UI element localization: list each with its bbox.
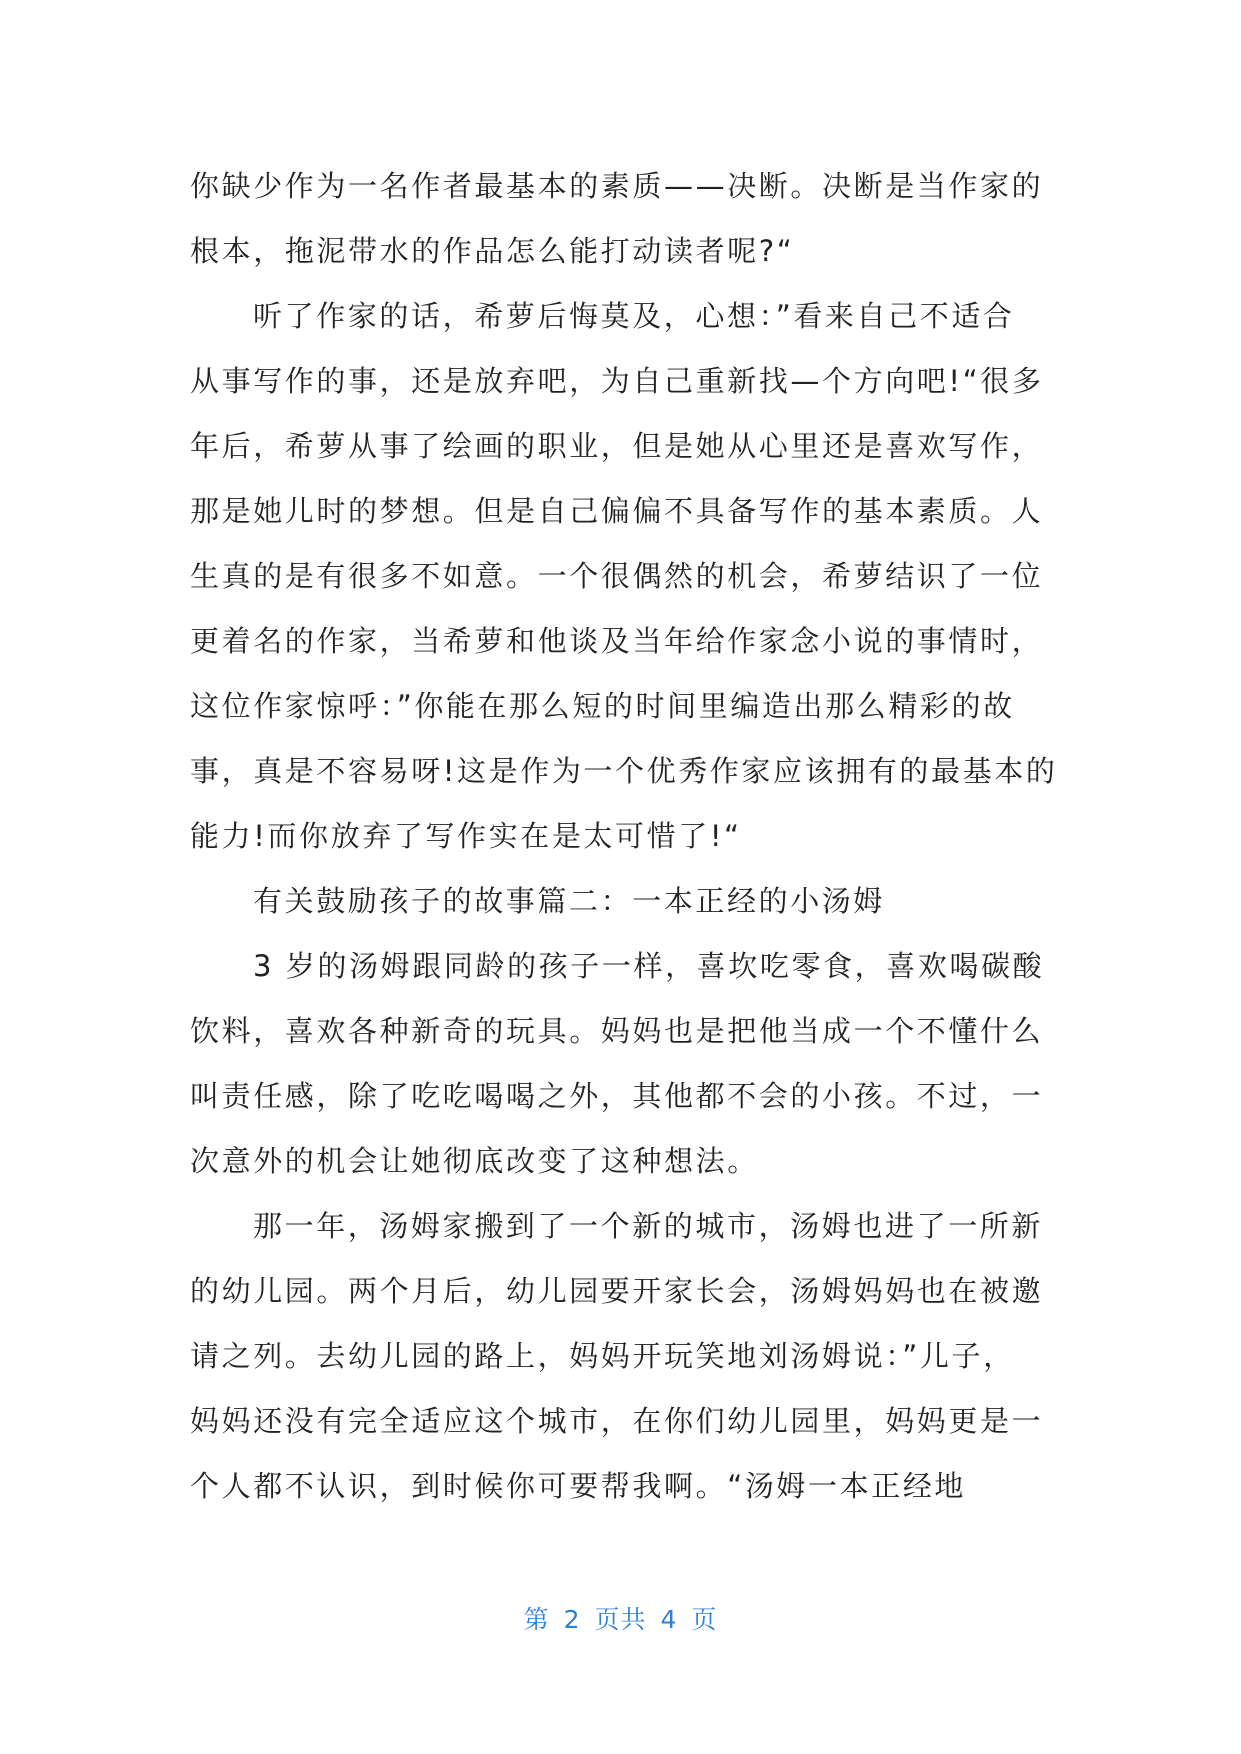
text-line: 从事写作的事，还是放弃吧，为自己重新找—个方向吧!“很多 (190, 364, 1044, 398)
page-footer (0, 1600, 1241, 1636)
text-line: 叫责任感，除了吃吃喝喝之外，其他都不会的小孩。不过，一 (190, 1079, 1044, 1113)
text-line: 次意外的机会让她彻底改变了这种想法。 (190, 1144, 759, 1178)
text-line: 更着名的作家，当希萝和他谈及当年给作家念小说的事情时， (190, 624, 1044, 658)
text-line: 饮料，喜欢各种新奇的玩具。妈妈也是把他当成一个不懂什么 (190, 1014, 1044, 1048)
text-line: 请之列。去幼儿园的路上，妈妈开玩笑地刘汤姆说：”儿子， (190, 1339, 1015, 1373)
text-line: 的幼儿园。两个月后，幼儿园要开家长会，汤姆妈妈也在被邀 (190, 1274, 1044, 1308)
text-line: 你缺少作为一名作者最基本的素质——决断。决断是当作家的 (190, 169, 1044, 203)
text-line: 生真的是有很多不如意。一个很偶然的机会，希萝结识了一位 (190, 559, 1044, 593)
footer-suffix: 页 (691, 1605, 718, 1634)
text-line: 年后，希萝从事了绘画的职业，但是她从心里还是喜欢写作， (190, 429, 1044, 463)
text-line: 能力!而你放弃了写作实在是太可惜了!“ (190, 819, 742, 853)
text-line: 妈妈还没有完全适应这个城市，在你们幼儿园里，妈妈更是一 (190, 1404, 1044, 1438)
text-line: 个人都不认识，到时候你可要帮我啊。“汤姆一本正经地 (190, 1469, 967, 1503)
total-pages-number: 4 (660, 1605, 678, 1634)
section-heading: 有关鼓励孩子的故事篇二：一本正经的小汤姆 (253, 884, 886, 918)
footer-middle: 页共 (594, 1605, 647, 1634)
paragraph-start: 那一年，汤姆家搬到了一个新的城市，汤姆也进了一所新 (253, 1209, 1044, 1243)
current-page-number: 2 (563, 1605, 581, 1634)
text-line: 根本，拖泥带水的作品怎么能打动读者呢?“ (190, 234, 795, 268)
footer-prefix: 第 (523, 1605, 550, 1634)
document-body (190, 154, 1062, 1519)
text-line: 事，真是不容易呀!这是作为一个优秀作家应该拥有的最基本的 (190, 754, 1058, 788)
text-line: 这位作家惊呼：”你能在那么短的时间里编造出那么精彩的故 (190, 689, 1015, 723)
paragraph-start: 3 岁的汤姆跟同龄的孩子一样，喜坎吃零食，喜欢喝碳酸 (253, 949, 1045, 983)
text-line: 那是她儿时的梦想。但是自己偏偏不具备写作的基本素质。人 (190, 494, 1044, 528)
paragraph-start: 听了作家的话，希萝后悔莫及，心想：”看来自己不适合 (253, 299, 1015, 333)
